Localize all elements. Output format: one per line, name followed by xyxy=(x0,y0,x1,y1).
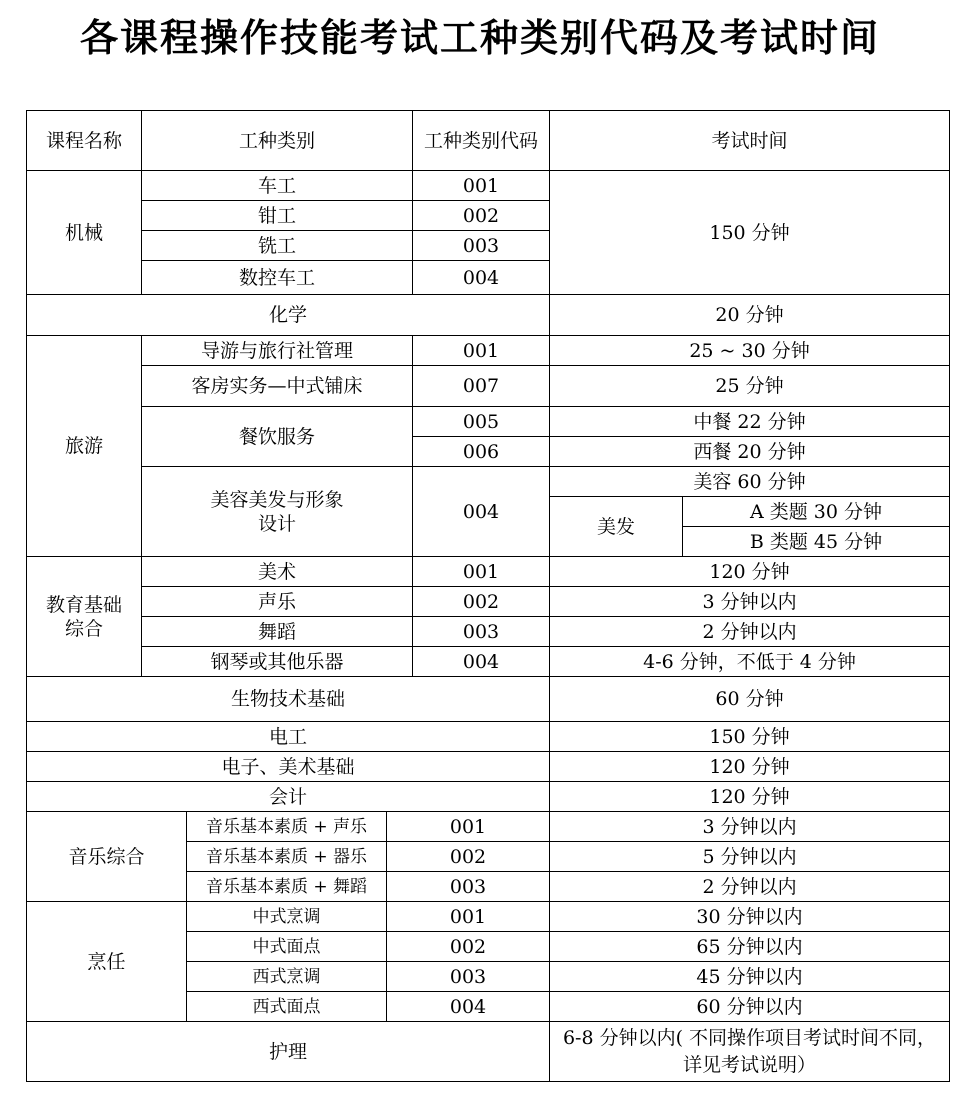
time-cell: 中餐 22 分钟 xyxy=(550,407,950,437)
course-cell xyxy=(27,557,142,677)
code-cell: 006 xyxy=(413,437,550,467)
type-cell: 导游与旅行社管理 xyxy=(142,336,413,366)
course-cell: 电工 xyxy=(27,722,550,752)
code-cell: 004 xyxy=(413,647,550,677)
time-cell: 西餐 20 分钟 xyxy=(550,437,950,467)
course-cell: 会计 xyxy=(27,782,550,812)
header-type: 工种类别 xyxy=(142,111,413,171)
time-cell: 30 分钟以内 xyxy=(550,902,950,932)
header-course: 课程名称 xyxy=(27,111,142,171)
type-cell: 中式烹调 xyxy=(187,902,387,932)
type-cell: 舞蹈 xyxy=(142,617,413,647)
type-cell: 声乐 xyxy=(142,587,413,617)
course-cell: 电子、美术基础 xyxy=(27,752,550,782)
time-cell: A 类题 30 分钟 xyxy=(683,497,950,527)
time-cell: 2 分钟以内 xyxy=(550,872,950,902)
course-cell: 音乐综合 xyxy=(27,812,187,902)
table-row xyxy=(27,407,950,437)
table-row xyxy=(27,752,950,782)
code-cell: 001 xyxy=(413,171,550,201)
code-cell: 007 xyxy=(413,366,550,407)
code-cell: 004 xyxy=(413,261,550,295)
code-cell: 002 xyxy=(413,587,550,617)
hair-label-cell: 美发 xyxy=(550,497,683,557)
time-cell: 25 ~ 30 分钟 xyxy=(550,336,950,366)
type-cell: 西式烹调 xyxy=(187,962,387,992)
type-cell: 钢琴或其他乐器 xyxy=(142,647,413,677)
time-cell: 45 分钟以内 xyxy=(550,962,950,992)
code-cell: 003 xyxy=(413,231,550,261)
code-cell: 002 xyxy=(387,932,550,962)
type-cell: 客房实务—中式铺床 xyxy=(142,366,413,407)
code-cell: 002 xyxy=(413,201,550,231)
table-row xyxy=(27,722,950,752)
exam-table xyxy=(26,110,950,1082)
course-cell: 生物技术基础 xyxy=(27,677,550,722)
time-cell: 120 分钟 xyxy=(550,557,950,587)
header-row xyxy=(27,111,950,171)
table-row xyxy=(27,171,950,201)
course-line: 教育基础 xyxy=(45,593,122,616)
table-row xyxy=(27,617,950,647)
table-row xyxy=(27,782,950,812)
time-cell: 美容 60 分钟 xyxy=(550,467,950,497)
code-cell: 005 xyxy=(413,407,550,437)
code-cell: 001 xyxy=(387,902,550,932)
type-cell: 音乐基本素质 + 声乐 xyxy=(187,812,387,842)
code-cell: 001 xyxy=(413,557,550,587)
code-cell: 004 xyxy=(413,467,550,557)
header-time: 考试时间 xyxy=(550,111,950,171)
type-cell: 钳工 xyxy=(142,201,413,231)
time-cell: 3 分钟以内 xyxy=(550,587,950,617)
code-cell: 001 xyxy=(387,812,550,842)
table-row xyxy=(27,1022,950,1082)
table-row xyxy=(27,366,950,407)
time-cell: 120 分钟 xyxy=(550,782,950,812)
course-cell: 烹任 xyxy=(27,902,187,1022)
course-line: 综合 xyxy=(64,617,103,640)
code-cell: 001 xyxy=(413,336,550,366)
type-cell: 中式面点 xyxy=(187,932,387,962)
code-cell: 004 xyxy=(387,992,550,1022)
time-cell: 4-6 分钟，不低于 4 分钟 xyxy=(550,647,950,677)
time-cell: 65 分钟以内 xyxy=(550,932,950,962)
table-row xyxy=(27,467,950,497)
code-cell: 003 xyxy=(387,962,550,992)
table-row xyxy=(27,557,950,587)
type-cell: 美术 xyxy=(142,557,413,587)
course-cell: 化学 xyxy=(27,295,550,336)
code-cell: 002 xyxy=(387,842,550,872)
table-row xyxy=(27,647,950,677)
table-row xyxy=(27,587,950,617)
table-row xyxy=(27,336,950,366)
type-line: 美容美发与形象 xyxy=(210,488,344,511)
time-cell: 25 分钟 xyxy=(550,366,950,407)
course-cell: 旅游 xyxy=(27,336,142,557)
course-cell: 护理 xyxy=(27,1022,550,1082)
type-cell: 铣工 xyxy=(142,231,413,261)
time-cell: 120 分钟 xyxy=(550,752,950,782)
type-cell: 西式面点 xyxy=(187,992,387,1022)
time-cell: 2 分钟以内 xyxy=(550,617,950,647)
table-row xyxy=(27,295,950,336)
time-cell: 3 分钟以内 xyxy=(550,812,950,842)
time-cell: 150 分钟 xyxy=(550,722,950,752)
type-line: 设计 xyxy=(258,512,297,535)
time-cell: 60 分钟 xyxy=(550,677,950,722)
code-cell: 003 xyxy=(413,617,550,647)
page-title: 各课程操作技能考试工种类别代码及考试时间 xyxy=(79,16,880,60)
time-cell: B 类题 45 分钟 xyxy=(683,527,950,557)
type-cell xyxy=(142,467,413,557)
time-cell: 60 分钟以内 xyxy=(550,992,950,1022)
type-cell: 音乐基本素质 + 舞蹈 xyxy=(187,872,387,902)
type-cell: 餐饮服务 xyxy=(142,407,413,467)
type-cell: 车工 xyxy=(142,171,413,201)
header-code: 工种类别代码 xyxy=(413,111,550,171)
time-cell: 5 分钟以内 xyxy=(550,842,950,872)
type-cell: 数控车工 xyxy=(142,261,413,295)
course-cell: 机械 xyxy=(27,171,142,295)
time-cell: 6-8 分钟以内( 不同操作项目考试时间不同，详见考试说明） xyxy=(550,1022,950,1082)
time-cell: 150 分钟 xyxy=(550,171,950,295)
time-cell: 20 分钟 xyxy=(550,295,950,336)
table-row xyxy=(27,902,950,932)
table-row xyxy=(27,677,950,722)
table-row xyxy=(27,812,950,842)
type-cell: 音乐基本素质 + 器乐 xyxy=(187,842,387,872)
code-cell: 003 xyxy=(387,872,550,902)
